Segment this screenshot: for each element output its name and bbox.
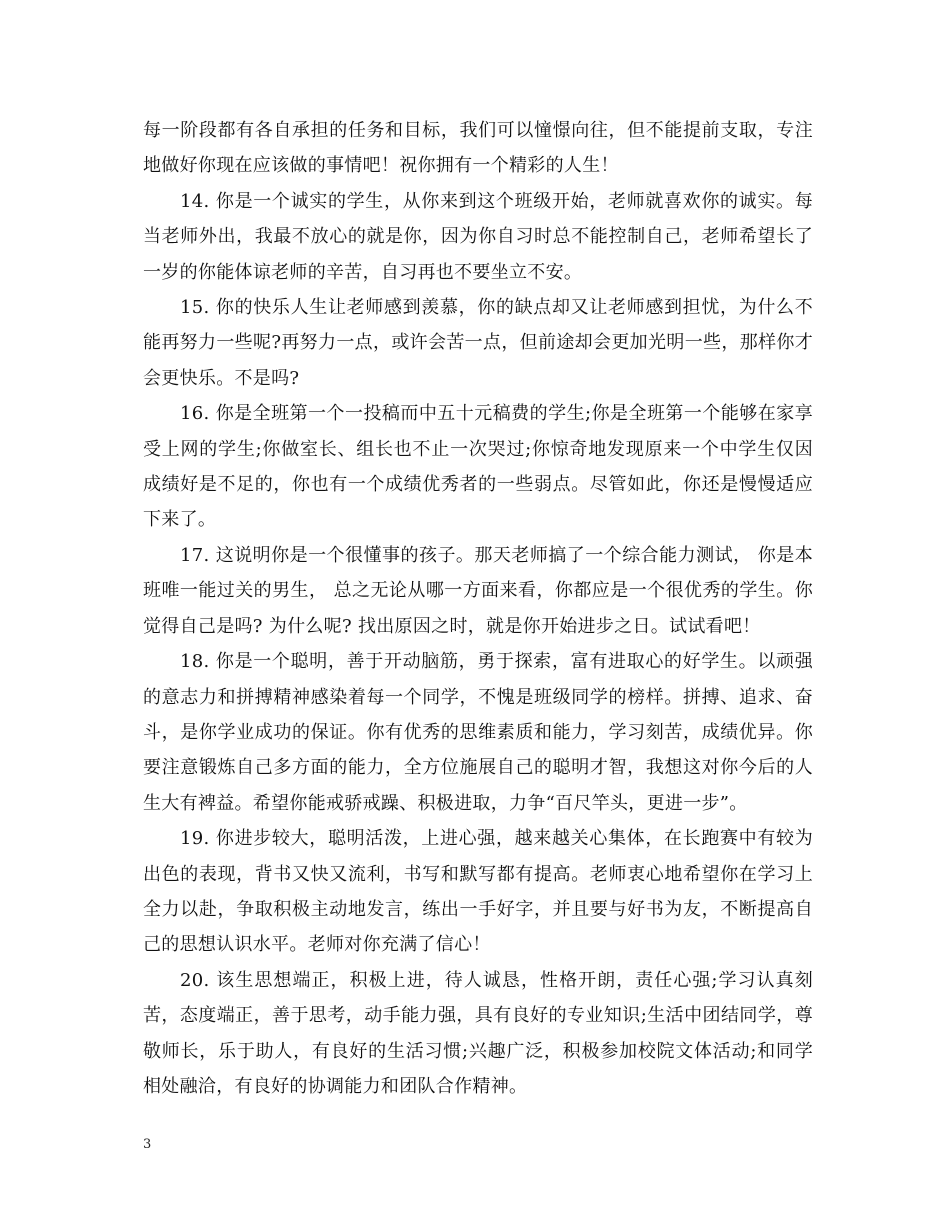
paragraph-item-19: 19. 你进步较大，聪明活泼，上进心强，越来越关心集体，在长跑赛中有较为出色的表现，背书又快又流利，书写和默写都有提高。老师衷心地希望你在学习上全力以赴，争取积极主动地发言，练出一手好字，并且要与好书为友，不断提高自己的思想认识水平。老师对你充满了信心！	[143, 828, 813, 956]
paragraph-item-20: 20. 该生思想端正，积极上进，待人诚恳，性格开朗，责任心强;学习认真刻苦，态度端正，善于思考，动手能力强，具有良好的专业知识;生活中团结同学，尊敬师长，乐于助人，有良好的生活习惯;兴趣广泛，积极参加校院文体活动;和同学相处融洽，有良好的协调能力和团队合作精神。	[143, 969, 813, 1097]
paragraph-item-18: 18. 你是一个聪明，善于开动脑筋，勇于探索，富有进取心的好学生。以顽强的意志力和拼搏精神感染着每一个同学，不愧是班级同学的榜样。拼搏、追求、奋斗，是你学业成功的保证。你有优秀的思维素质和能力，学习刻苦，成绩优异。你要注意锻炼自己多方面的能力，全方位施展自己的聪明才智，我想这对你今后的人生大有裨益。希望你能戒骄戒躁、积极进取，力争“百尺竿头，更进一步”。	[143, 651, 813, 814]
paragraph-item-15: 15. 你的快乐人生让老师感到羡慕，你的缺点却又让老师感到担忧，为什么不能再努力一些呢?再努力一点，或许会苦一点，但前途却会更加光明一些，那样你才会更快乐。不是吗?	[143, 297, 813, 389]
paragraph-item-16: 16. 你是全班第一个一投稿而中五十元稿费的学生;你是全班第一个能够在家享受上网的学生;你做室长、组长也不止一次哭过;你惊奇地发现原来一个中学生仅因成绩好是不足的，你也有一个成绩优秀者的一些弱点。尽管如此，你还是慢慢适应下来了。	[143, 403, 813, 531]
paragraph-item-14: 14. 你是一个诚实的学生，从你来到这个班级开始，老师就喜欢你的诚实。每当老师外出，我最不放心的就是你，因为你自习时总不能控制自己，老师希望长了一岁的你能体谅老师的辛苦，自习再也不要坐立不安。	[143, 190, 813, 283]
page-number: 3	[143, 1137, 152, 1152]
paragraph-continuation: 每一阶段都有各自承担的任务和目标，我们可以憧憬向往，但不能提前支取，专注地做好你现在应该做的事情吧！祝你拥有一个精彩的人生！	[143, 120, 813, 177]
paragraph-item-17: 17. 这说明你是一个很懂事的孩子。那天老师搞了一个综合能力测试， 你是本班唯一能过关的男生， 总之无论从哪一方面来看，你都应是一个很优秀的学生。你觉得自己是吗? 为什么呢? 找出原因之时，就是你开始进步之日。试试看吧！	[143, 544, 813, 637]
document-body	[143, 113, 813, 1104]
